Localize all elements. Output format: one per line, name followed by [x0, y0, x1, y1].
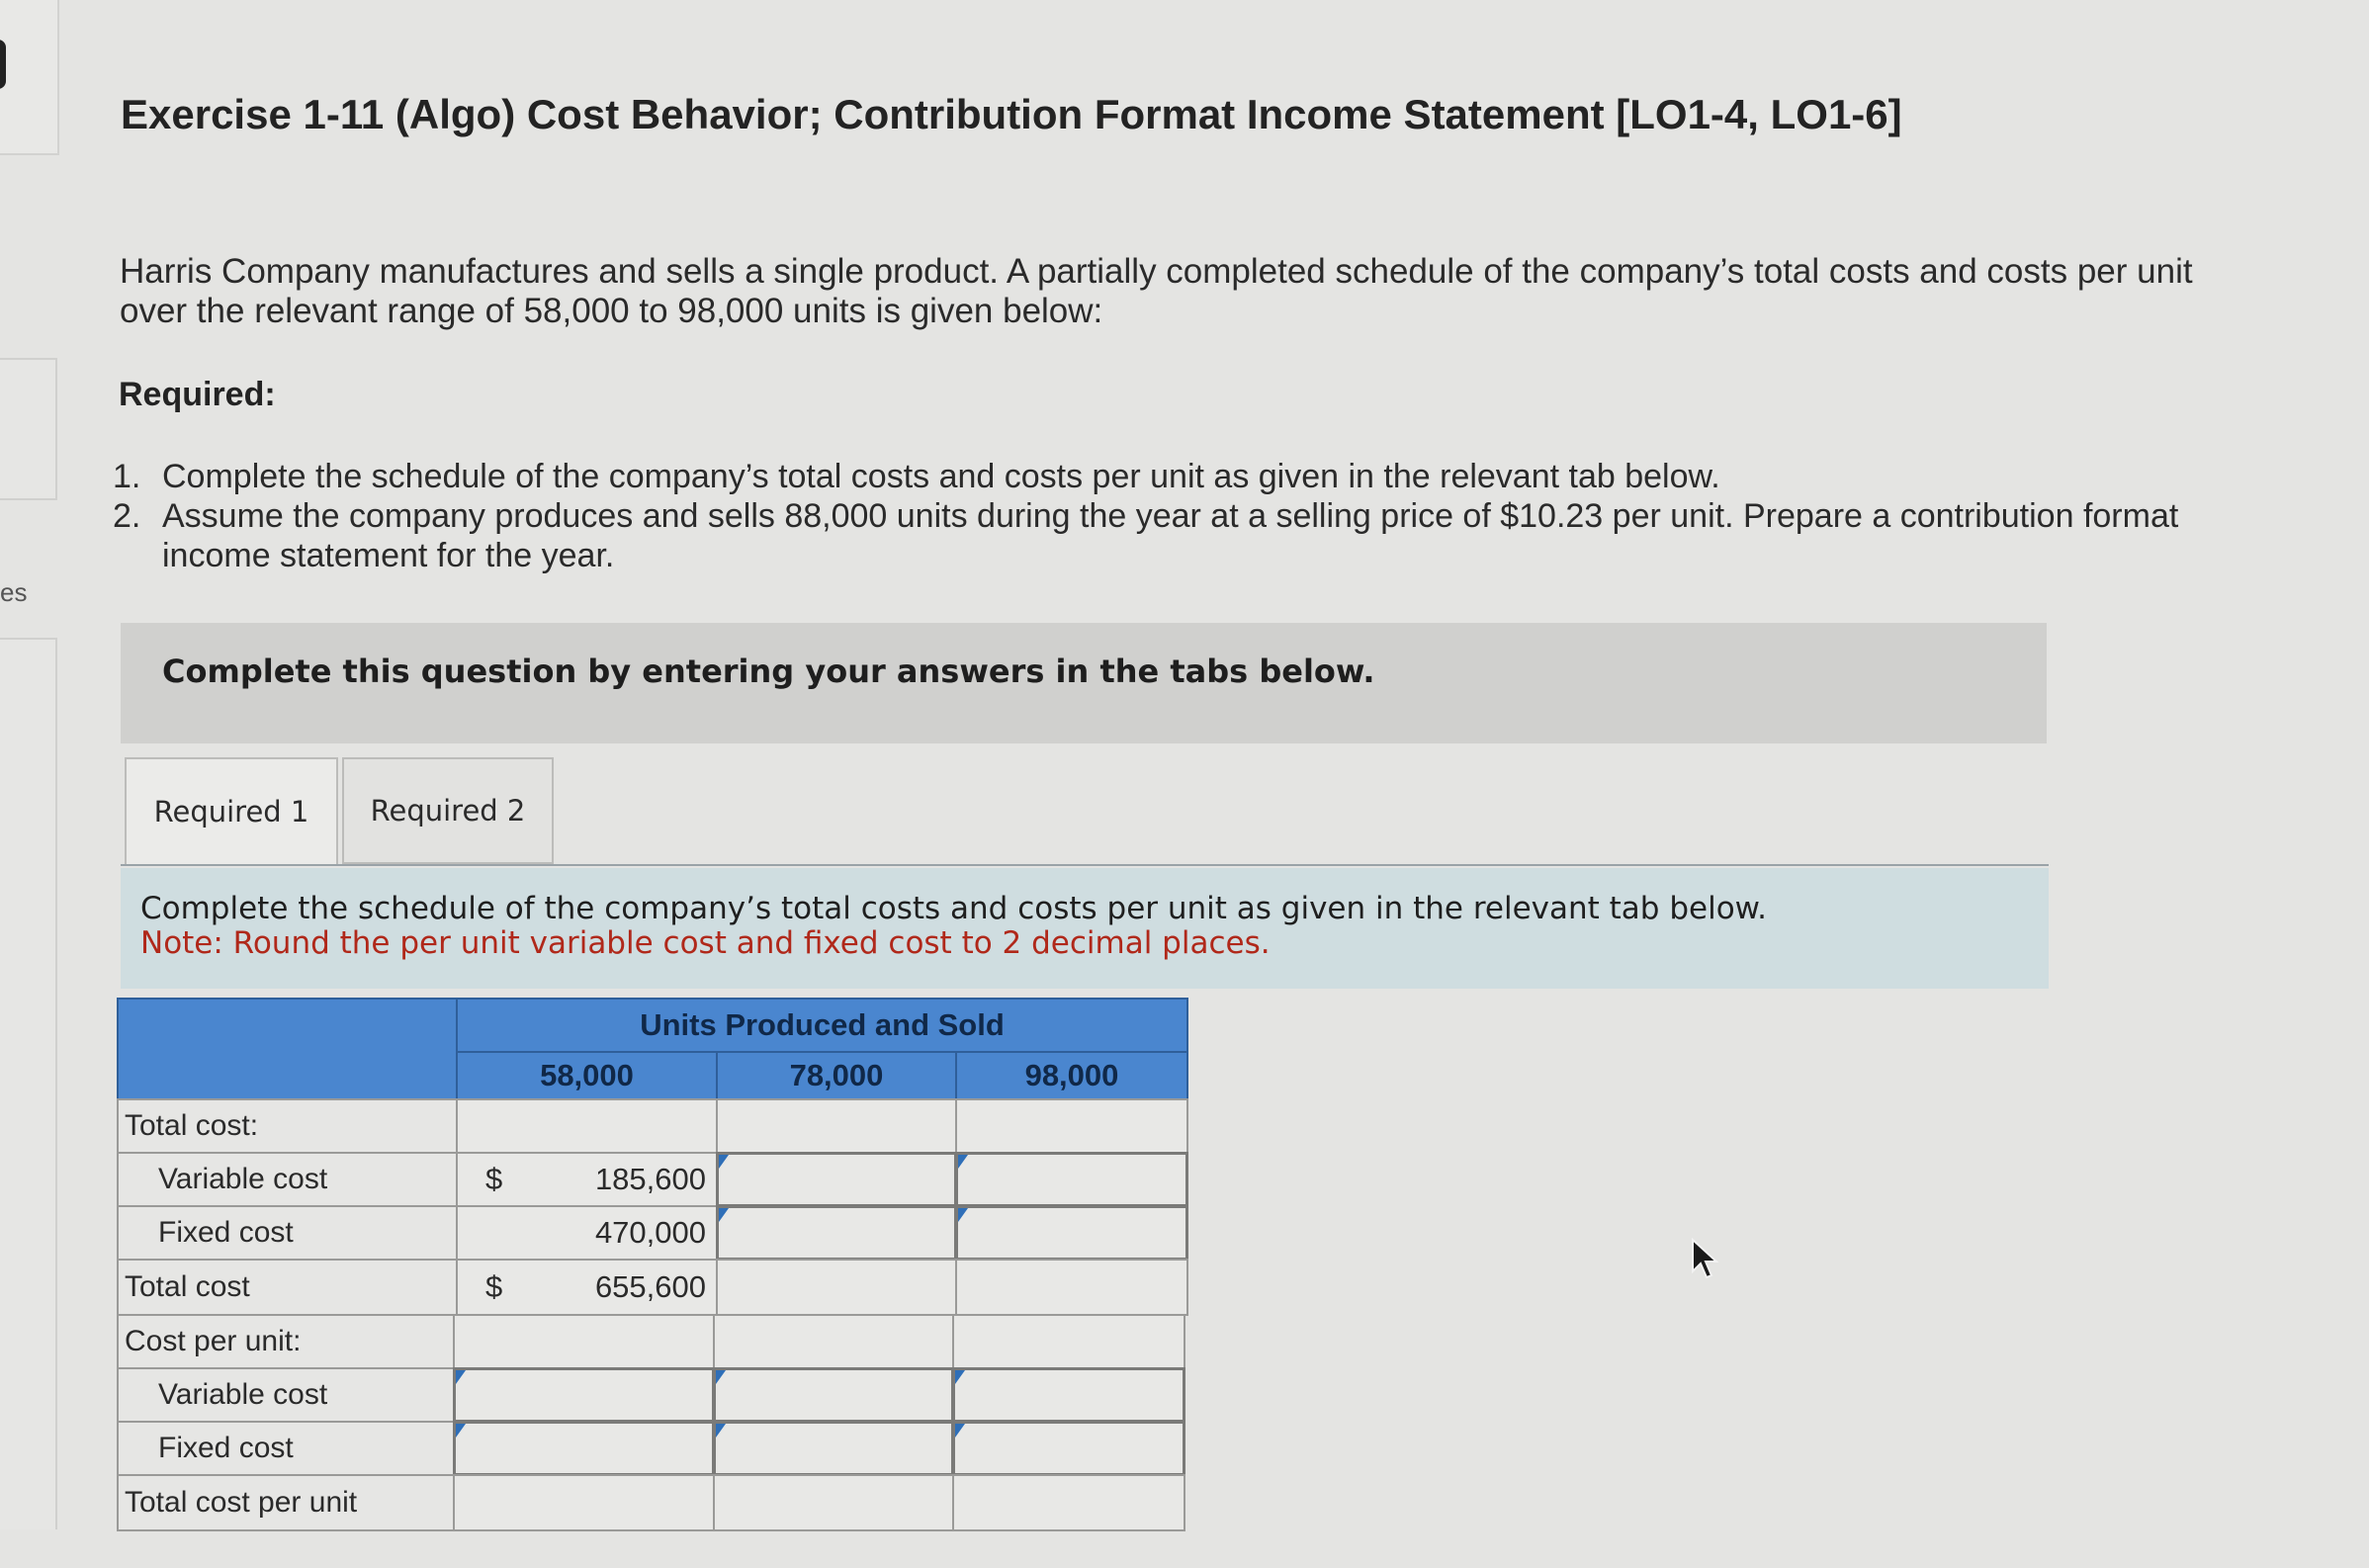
total-cost-58000-value: 655,600: [594, 1269, 706, 1304]
requirements-list: [113, 457, 2209, 575]
total-cost-78000: [716, 1259, 957, 1316]
variable-cost-78000-input[interactable]: [716, 1152, 957, 1207]
currency-symbol: $: [485, 1162, 503, 1196]
header-blank-cell: [117, 998, 458, 1100]
row-label-total-cost-per-unit: Total cost per unit: [117, 1474, 458, 1531]
requirement-item: [113, 457, 2209, 496]
sidebar-panel-mid: [0, 358, 57, 500]
variable-cost-58000: [456, 1152, 718, 1207]
requirement-text: Assume the company produces and sells 88,000 units during the year at a selling price of $10.23 per unit. Prepare a contribution format income statement for the year.: [162, 497, 2179, 574]
empty-cell: [716, 1098, 957, 1154]
per-unit-fixed-98000-input[interactable]: [952, 1421, 1185, 1476]
per-unit-fixed-78000-input[interactable]: [713, 1421, 954, 1476]
tab-required-2[interactable]: Required 2: [342, 757, 554, 864]
empty-cell: [952, 1314, 1185, 1369]
mouse-cursor-icon: [1691, 1238, 1724, 1283]
currency-symbol: $: [485, 1269, 503, 1304]
input-marker-icon: [955, 1370, 965, 1384]
empty-cell: [713, 1314, 954, 1369]
column-header-98000: 98,000: [955, 1051, 1188, 1100]
column-header-58000: 58,000: [456, 1051, 718, 1100]
row-label-variable-cost: Variable cost: [117, 1152, 458, 1207]
tab-instructions: [121, 868, 2049, 989]
tab-divider: [121, 864, 2049, 866]
instruction-text: Complete the schedule of the company’s total costs and costs per unit as given in the relevant tab below.: [140, 891, 1768, 926]
required-heading: Required:: [119, 376, 276, 413]
total-cost-58000: [456, 1259, 718, 1316]
empty-cell: [453, 1314, 715, 1369]
row-label-fixed-cost: Fixed cost: [117, 1205, 458, 1261]
total-cost-per-unit-98000: [952, 1474, 1185, 1531]
total-cost-98000: [955, 1259, 1188, 1316]
variable-cost-58000-value: 185,600: [594, 1162, 706, 1196]
intro-text: Harris Company manufactures and sells a single product. A partially completed schedule of the company’s total costs and costs per unit over the relevant range of 58,000 to 98,000 units is given below:: [120, 252, 2193, 330]
row-label-cost-per-unit-heading: Cost per unit:: [117, 1314, 458, 1369]
input-marker-icon: [456, 1370, 466, 1384]
input-marker-icon: [456, 1424, 466, 1437]
sidebar-indicator: [0, 40, 6, 89]
requirement-number: 1.: [113, 458, 141, 495]
column-header-78000: 78,000: [716, 1051, 957, 1100]
input-marker-icon: [719, 1155, 729, 1169]
sidebar-label-fragment[interactable]: es: [0, 577, 28, 607]
per-unit-variable-78000-input[interactable]: [713, 1367, 954, 1423]
page-title: Exercise 1-11 (Algo) Cost Behavior; Contribution Format Income Statement [LO1-4, LO1-6]: [121, 91, 1902, 137]
total-cost-per-unit-78000: [713, 1474, 954, 1531]
per-unit-variable-98000-input[interactable]: [952, 1367, 1185, 1423]
sidebar-panel-top: [0, 0, 59, 155]
input-marker-icon: [716, 1370, 726, 1384]
fixed-cost-78000-input[interactable]: [716, 1205, 957, 1261]
input-marker-icon: [955, 1424, 965, 1437]
variable-cost-98000-input[interactable]: [955, 1152, 1188, 1207]
cost-schedule-table: [117, 998, 1188, 1543]
requirement-text: Complete the schedule of the company’s total costs and costs per unit as given in the relevant tab below.: [162, 458, 1720, 495]
per-unit-variable-58000-input[interactable]: [453, 1367, 715, 1423]
empty-cell: [456, 1098, 718, 1154]
input-marker-icon: [719, 1208, 729, 1222]
input-marker-icon: [716, 1424, 726, 1437]
row-label-per-unit-variable-cost: Variable cost: [117, 1367, 458, 1423]
row-label-per-unit-fixed-cost: Fixed cost: [117, 1421, 458, 1476]
total-cost-per-unit-58000: [453, 1474, 715, 1531]
rounding-note: Note: Round the per unit variable cost and fixed cost to 2 decimal places.: [140, 925, 1271, 961]
instructions-banner: [121, 623, 2047, 743]
row-label-total-cost-heading: Total cost:: [117, 1098, 458, 1154]
fixed-cost-58000: 470,000: [456, 1205, 718, 1261]
row-label-total-cost: Total cost: [117, 1259, 458, 1316]
banner-text: Complete this question by entering your answers in the tabs below.: [162, 653, 1375, 690]
sidebar-panel-bottom: [0, 638, 57, 1529]
input-marker-icon: [958, 1155, 968, 1169]
requirement-item: [113, 496, 2209, 575]
units-group-header: Units Produced and Sold: [456, 998, 1188, 1053]
input-marker-icon: [958, 1208, 968, 1222]
tab-required-1[interactable]: Required 1: [125, 757, 338, 864]
per-unit-fixed-58000-input[interactable]: [453, 1421, 715, 1476]
requirement-number: 2.: [113, 497, 141, 535]
fixed-cost-98000-input[interactable]: [955, 1205, 1188, 1261]
empty-cell: [955, 1098, 1188, 1154]
